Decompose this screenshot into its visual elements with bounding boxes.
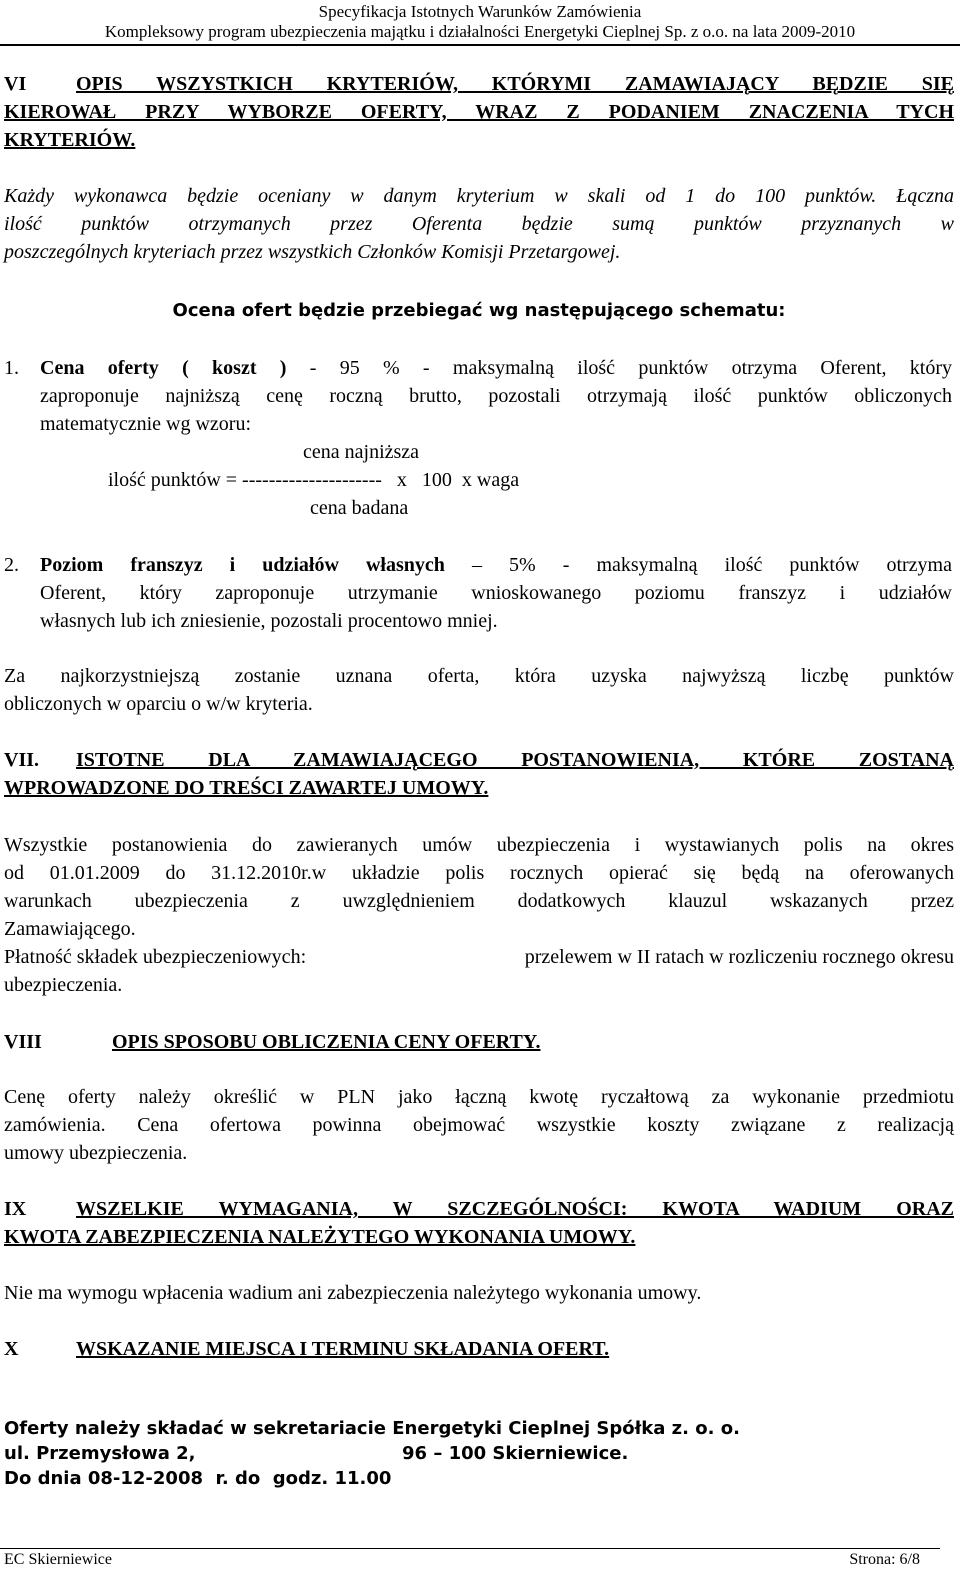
formula-line: ilość punktów = --------------------- x 100 x waga [108, 469, 520, 491]
payment-label: Płatność składek ubezpieczeniowych: [4, 946, 307, 968]
header-subtitle: Kompleksowy program ubezpieczenia majątku i działalności Energetyki Cieplnej Sp. z o.o. na lata 2009-2010 [104, 22, 856, 41]
section-10-number: X [4, 1338, 19, 1360]
section-7-paragraph: Wszystkie postanowienia do zawieranych umów ubezpieczenia i wystawianych polis na okres od 01.01.2009 do 31.12.2010r.w układzie polis rocznych opierać się będą na oferowanych warunkach ubezpieczenia z uwzględnieniem dodatkowych klauzul wskazanych przez Zamawiającego. Płatność składek ubezpieczeniowych: przelewem w II ratach w rozliczeniu rocznego okresu ubezpieczenia. [4, 834, 954, 996]
criterion-2-name: Poziom franszyz i udziałów własnych [40, 554, 445, 576]
scheme-heading: Ocena ofert będzie przebiegać wg następującego schematu: [172, 300, 786, 321]
header-rule [0, 44, 960, 46]
formula-denominator: cena badana [310, 497, 409, 519]
section-6-summary: Za najkorzystniejszą zostanie uznana oferta, która uzyska najwyższą liczbę punktów obliczonych w oparciu o w/w kryteria. [4, 665, 954, 715]
criterion-1-number: 1. [4, 357, 19, 379]
criterion-1-name: Cena oferty ( koszt ) [40, 357, 287, 379]
section-9-number: IX [4, 1198, 27, 1220]
offer-place-line: Oferty należy składać w sekretariacie Energetyki Cieplnej Spółka z. o. o. [4, 1418, 740, 1439]
criterion-1: Cena oferty ( koszt ) - 95 % - maksymalną ilość punktów otrzyma Oferent, który zaproponuje najniższą cenę roczną brutto, pozostali otrzymają ilość punktów obliczonych matematycznie wg wzoru: [40, 357, 953, 435]
section-6-number: VI [4, 73, 27, 95]
criterion-2: Poziom franszyz i udziałów własnych – 5% - maksymalną ilość punktów otrzyma Oferent, który zaproponuje utrzymanie wnioskowanego poziomu franszyz i udziałów własnych lub ich zniesienie, pozostali procentowo mniej. [40, 554, 952, 632]
footer-rule [0, 1548, 940, 1549]
payment-value: przelewem w II ratach w rozliczeniu rocznego okresu [524, 946, 954, 968]
offer-street: ul. Przemysłowa 2, [4, 1443, 196, 1464]
section-10-title: X WSKAZANIE MIEJSCA I TERMINU SKŁADANIA OFERT. [4, 1335, 954, 1363]
offer-city: 96 – 100 Skierniewice. [402, 1443, 629, 1464]
section-9-paragraph: Nie ma wymogu wpłacenia wadium ani zabezpieczenia należytego wykonania umowy. [4, 1282, 702, 1304]
section-7-number: VII. [4, 749, 40, 771]
section-8-paragraph: Cenę oferty należy określić w PLN jako łączną kwotę ryczałtową za wykonanie przedmiotu zamówienia. Cena ofertowa powinna obejmować wszystkie koszty związane z realizacją umowy ubezpieczenia. [4, 1086, 954, 1164]
section-6-intro: Każdy wykonawca będzie oceniany w danym kryterium w skali od 1 do 100 punktów. Łączna ilość punktów otrzymanych przez Oferenta będzie sumą punktów przyznanych w poszczególnych kryteriach przez wszystkich Członków Komisji Przetargowej. [4, 185, 954, 263]
footer-company: EC Skierniewice [4, 1551, 112, 1568]
page-number: Strona: 6/8 [849, 1551, 920, 1568]
section-9-title: IX WSZELKIE WYMAGANIA, W SZCZEGÓLNOŚCI: KWOTA WADIUM ORAZ KWOTA ZABEZPIECZENIA NALEŻYTEGO WYKONANIA UMOWY. [4, 1195, 954, 1251]
criterion-2-number: 2. [4, 554, 19, 576]
header-title: Specyfikacja Istotnych Warunków Zamówienia [318, 2, 642, 21]
formula-numerator: cena najniższa [303, 441, 420, 463]
offer-deadline: Do dnia 08-12-2008 r. do godz. 11.00 [4, 1468, 392, 1489]
section-8-number: VIII [4, 1031, 42, 1053]
section-6-title: VI OPIS WSZYSTKICH KRYTERIÓW, KTÓRYMI ZAMAWIAJĄCY BĘDZIE SIĘ KIEROWAŁ PRZY WYBORZE OFERTY, WRAZ Z PODANIEM ZNACZENIA TYCH KRYTERIÓW. [4, 70, 954, 154]
section-8-title: VIII OPIS SPOSOBU OBLICZENIA CENY OFERTY. [4, 1028, 954, 1056]
section-7-title: VII. ISTOTNE DLA ZAMAWIAJĄCEGO POSTANOWIENIA, KTÓRE ZOSTANĄ WPROWADZONE DO TREŚCI ZAWARTEJ UMOWY. [4, 746, 954, 802]
